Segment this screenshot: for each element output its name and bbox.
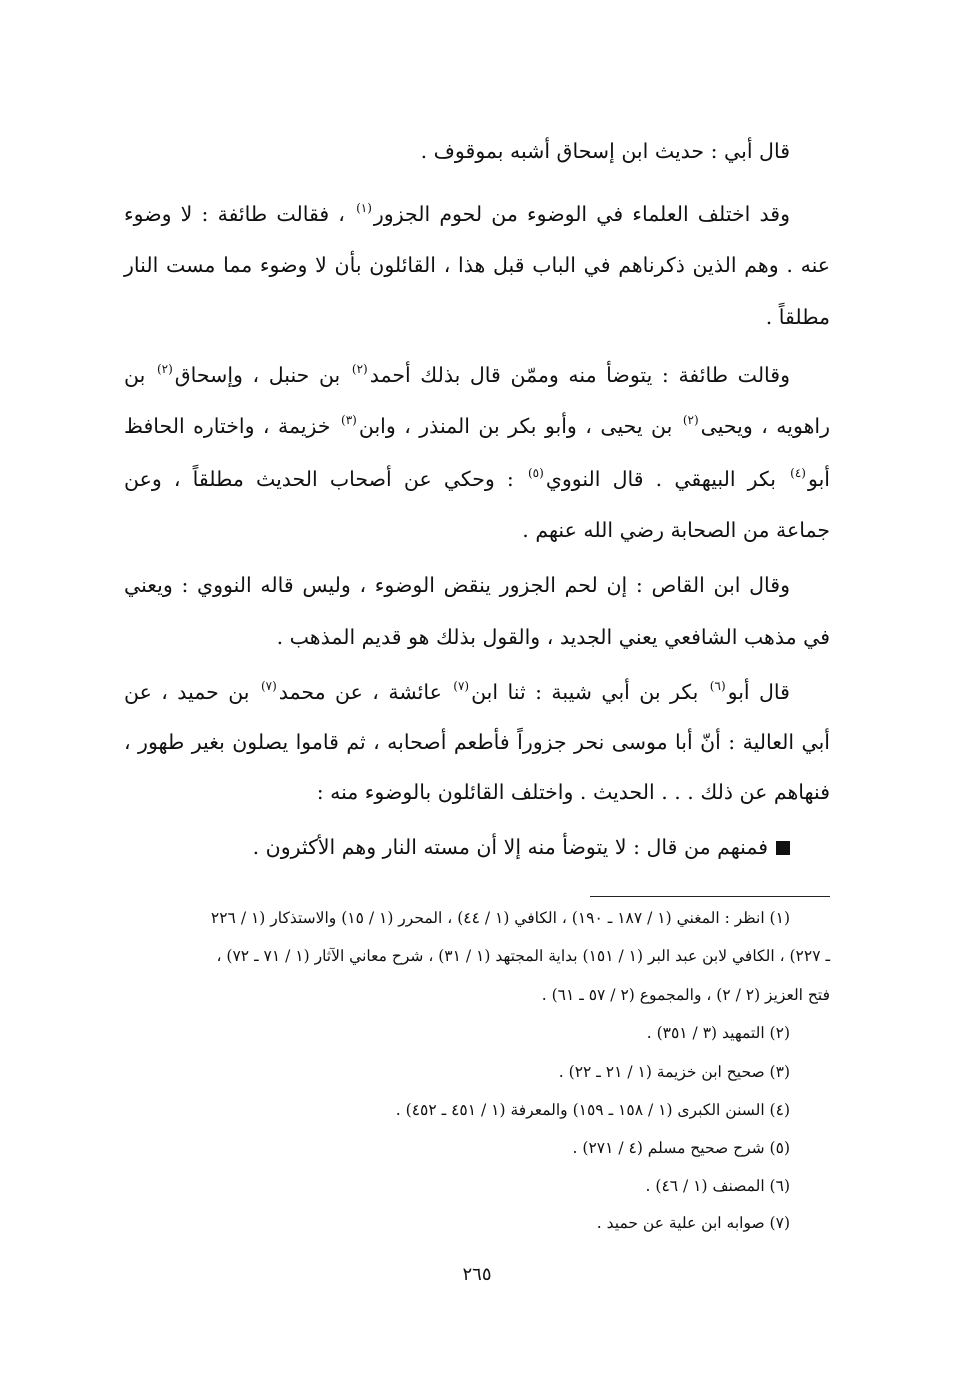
text: ـ ٢٢٧) ، الكافي لابن عبد البر (١ / ١٥١) بداية المجتهد (١ / ٣١) ، شرح معاني الآثار (١ / ٧١ ـ ٧٢) ، — [216, 947, 830, 965]
text: بن حنبل ، وإسحاق — [174, 363, 341, 387]
footnote-1-line-2 — [118, 944, 830, 968]
text: عنه . وهم الذين ذكرناهم في الباب قبل هذا ، القائلون بأن لا وضوء مما مست النار — [124, 253, 830, 277]
text: قال أبو — [727, 680, 790, 704]
text: بكر البيهقي . قال النووي — [545, 467, 777, 491]
text: جماعة من الصحابة رضي الله عنهم . — [522, 518, 830, 542]
paragraph-4-line-1 — [124, 570, 830, 600]
text: أبي العالية : أنّ أبا موسى نحر جزوراً فأطعم أصحابه ، ثم قاموا يصلون بغير طهور ، — [124, 730, 830, 754]
footnote-ref[interactable]: (٦) — [709, 679, 726, 693]
text: قال أبي : حديث ابن إسحاق أشبه بموقوف . — [420, 139, 790, 163]
footnote-5 — [118, 1136, 830, 1160]
footnote-ref[interactable]: (٤) — [790, 466, 806, 480]
footnote-6 — [118, 1174, 830, 1198]
footnote-4 — [118, 1098, 830, 1122]
paragraph-2-line-3 — [124, 302, 830, 332]
footnote-2 — [118, 1021, 830, 1045]
text: بن يحيى ، وأبو بكر بن المنذر ، وابن — [358, 414, 673, 438]
text: في مذهب الشافعي يعني الجديد ، والقول بذلك هو قديم المذهب . — [276, 625, 830, 649]
text: (٢) التمهيد (٣ / ٣٥١) . — [646, 1024, 790, 1042]
paragraph-5-line-2 — [124, 727, 830, 757]
footnote-3 — [118, 1060, 830, 1084]
text: (٧) صوابه ابن علية عن حميد . — [596, 1214, 790, 1232]
page-number: ٢٦٥ — [462, 1264, 492, 1285]
footnote-ref[interactable]: (٣) — [341, 413, 357, 427]
text: (١) انظر : المغني (١ / ١٨٧ ـ ١٩٠) ، الكافي (١ / ٤٤) ، المحرر (١ / ١٥) والاستذكار (١ / ٢٢٦ — [210, 909, 790, 927]
paragraph-5-line-3 — [124, 777, 830, 807]
text: فتح العزيز (٢ / ٢) ، والمجموع (٢ / ٥٧ ـ ٦١) . — [541, 986, 830, 1004]
footnote-ref[interactable]: (٢) — [351, 362, 368, 376]
text: (٤) السنن الكبرى (١ / ١٥٨ ـ ١٥٩) والمعرفة (١ / ٤٥١ ـ ٤٥٢) . — [395, 1101, 790, 1119]
text: عائشة ، عن محمد — [278, 680, 442, 704]
text: ، فقالت طائفة : لا وضوء — [124, 202, 345, 226]
text: وقد اختلف العلماء في الوضوء من لحوم الجزور — [373, 202, 790, 226]
text: أبو — [807, 467, 830, 491]
paragraph-2-line-1 — [124, 199, 830, 229]
paragraph-5-line-1 — [124, 677, 830, 707]
footnote-ref[interactable]: (٢) — [156, 362, 173, 376]
text: راهويه ، ويحيى — [700, 414, 830, 438]
paragraph-2-line-2 — [124, 250, 830, 280]
footnote-ref[interactable]: (٢) — [682, 413, 699, 427]
footnote-divider — [590, 896, 830, 897]
footnote-ref[interactable]: (٧) — [260, 679, 277, 693]
text: وقالت طائفة : يتوضأ منه وممّن قال بذلك أحمد — [369, 363, 791, 387]
text: (٥) شرح صحيح مسلم (٤ / ٢٧١) . — [572, 1139, 790, 1157]
footnote-1-line-3 — [118, 983, 830, 1007]
paragraph-3-line-3 — [124, 464, 830, 494]
text: مطلقاً . — [765, 305, 830, 329]
text: بن — [124, 363, 146, 387]
footnote-7 — [118, 1211, 830, 1235]
square-bullet-icon — [776, 841, 790, 855]
text: (٦) المصنف (١ / ٤٦) . — [645, 1177, 790, 1195]
paragraph-1 — [124, 136, 830, 166]
paragraph-3-line-1 — [124, 360, 830, 390]
footnote-ref[interactable]: (١) — [356, 201, 372, 215]
text: : وحكي عن أصحاب الحديث مطلقاً ، وعن — [124, 467, 514, 491]
paragraph-3-line-2 — [124, 411, 830, 441]
text: بكر بن أبي شيبة : ثنا ابن — [471, 680, 699, 704]
text: خزيمة ، واختاره الحافظ — [124, 414, 331, 438]
text: (٣) صحيح ابن خزيمة (١ / ٢١ ـ ٢٢) . — [558, 1063, 790, 1081]
text: بن حميد ، عن — [124, 680, 250, 704]
footnote-ref[interactable]: (٥) — [527, 466, 544, 480]
paragraph-3-line-4 — [124, 515, 830, 545]
text: وقال ابن القاص : إن لحم الجزور ينقض الوضوء ، وليس قاله النووي : ويعني — [124, 573, 790, 597]
text: فمنهم من قال : لا يتوضأ منه إلا أن مسته النار وهم الأكثرون . — [252, 835, 768, 859]
paragraph-4-line-2 — [124, 622, 830, 652]
text: فنهاهم عن ذلك . . . الحديث . واختلف القائلون بالوضوء منه : — [316, 780, 830, 804]
footnote-ref[interactable]: (٧) — [453, 679, 470, 693]
paragraph-6 — [124, 832, 830, 862]
footnote-1-line-1 — [118, 906, 830, 930]
